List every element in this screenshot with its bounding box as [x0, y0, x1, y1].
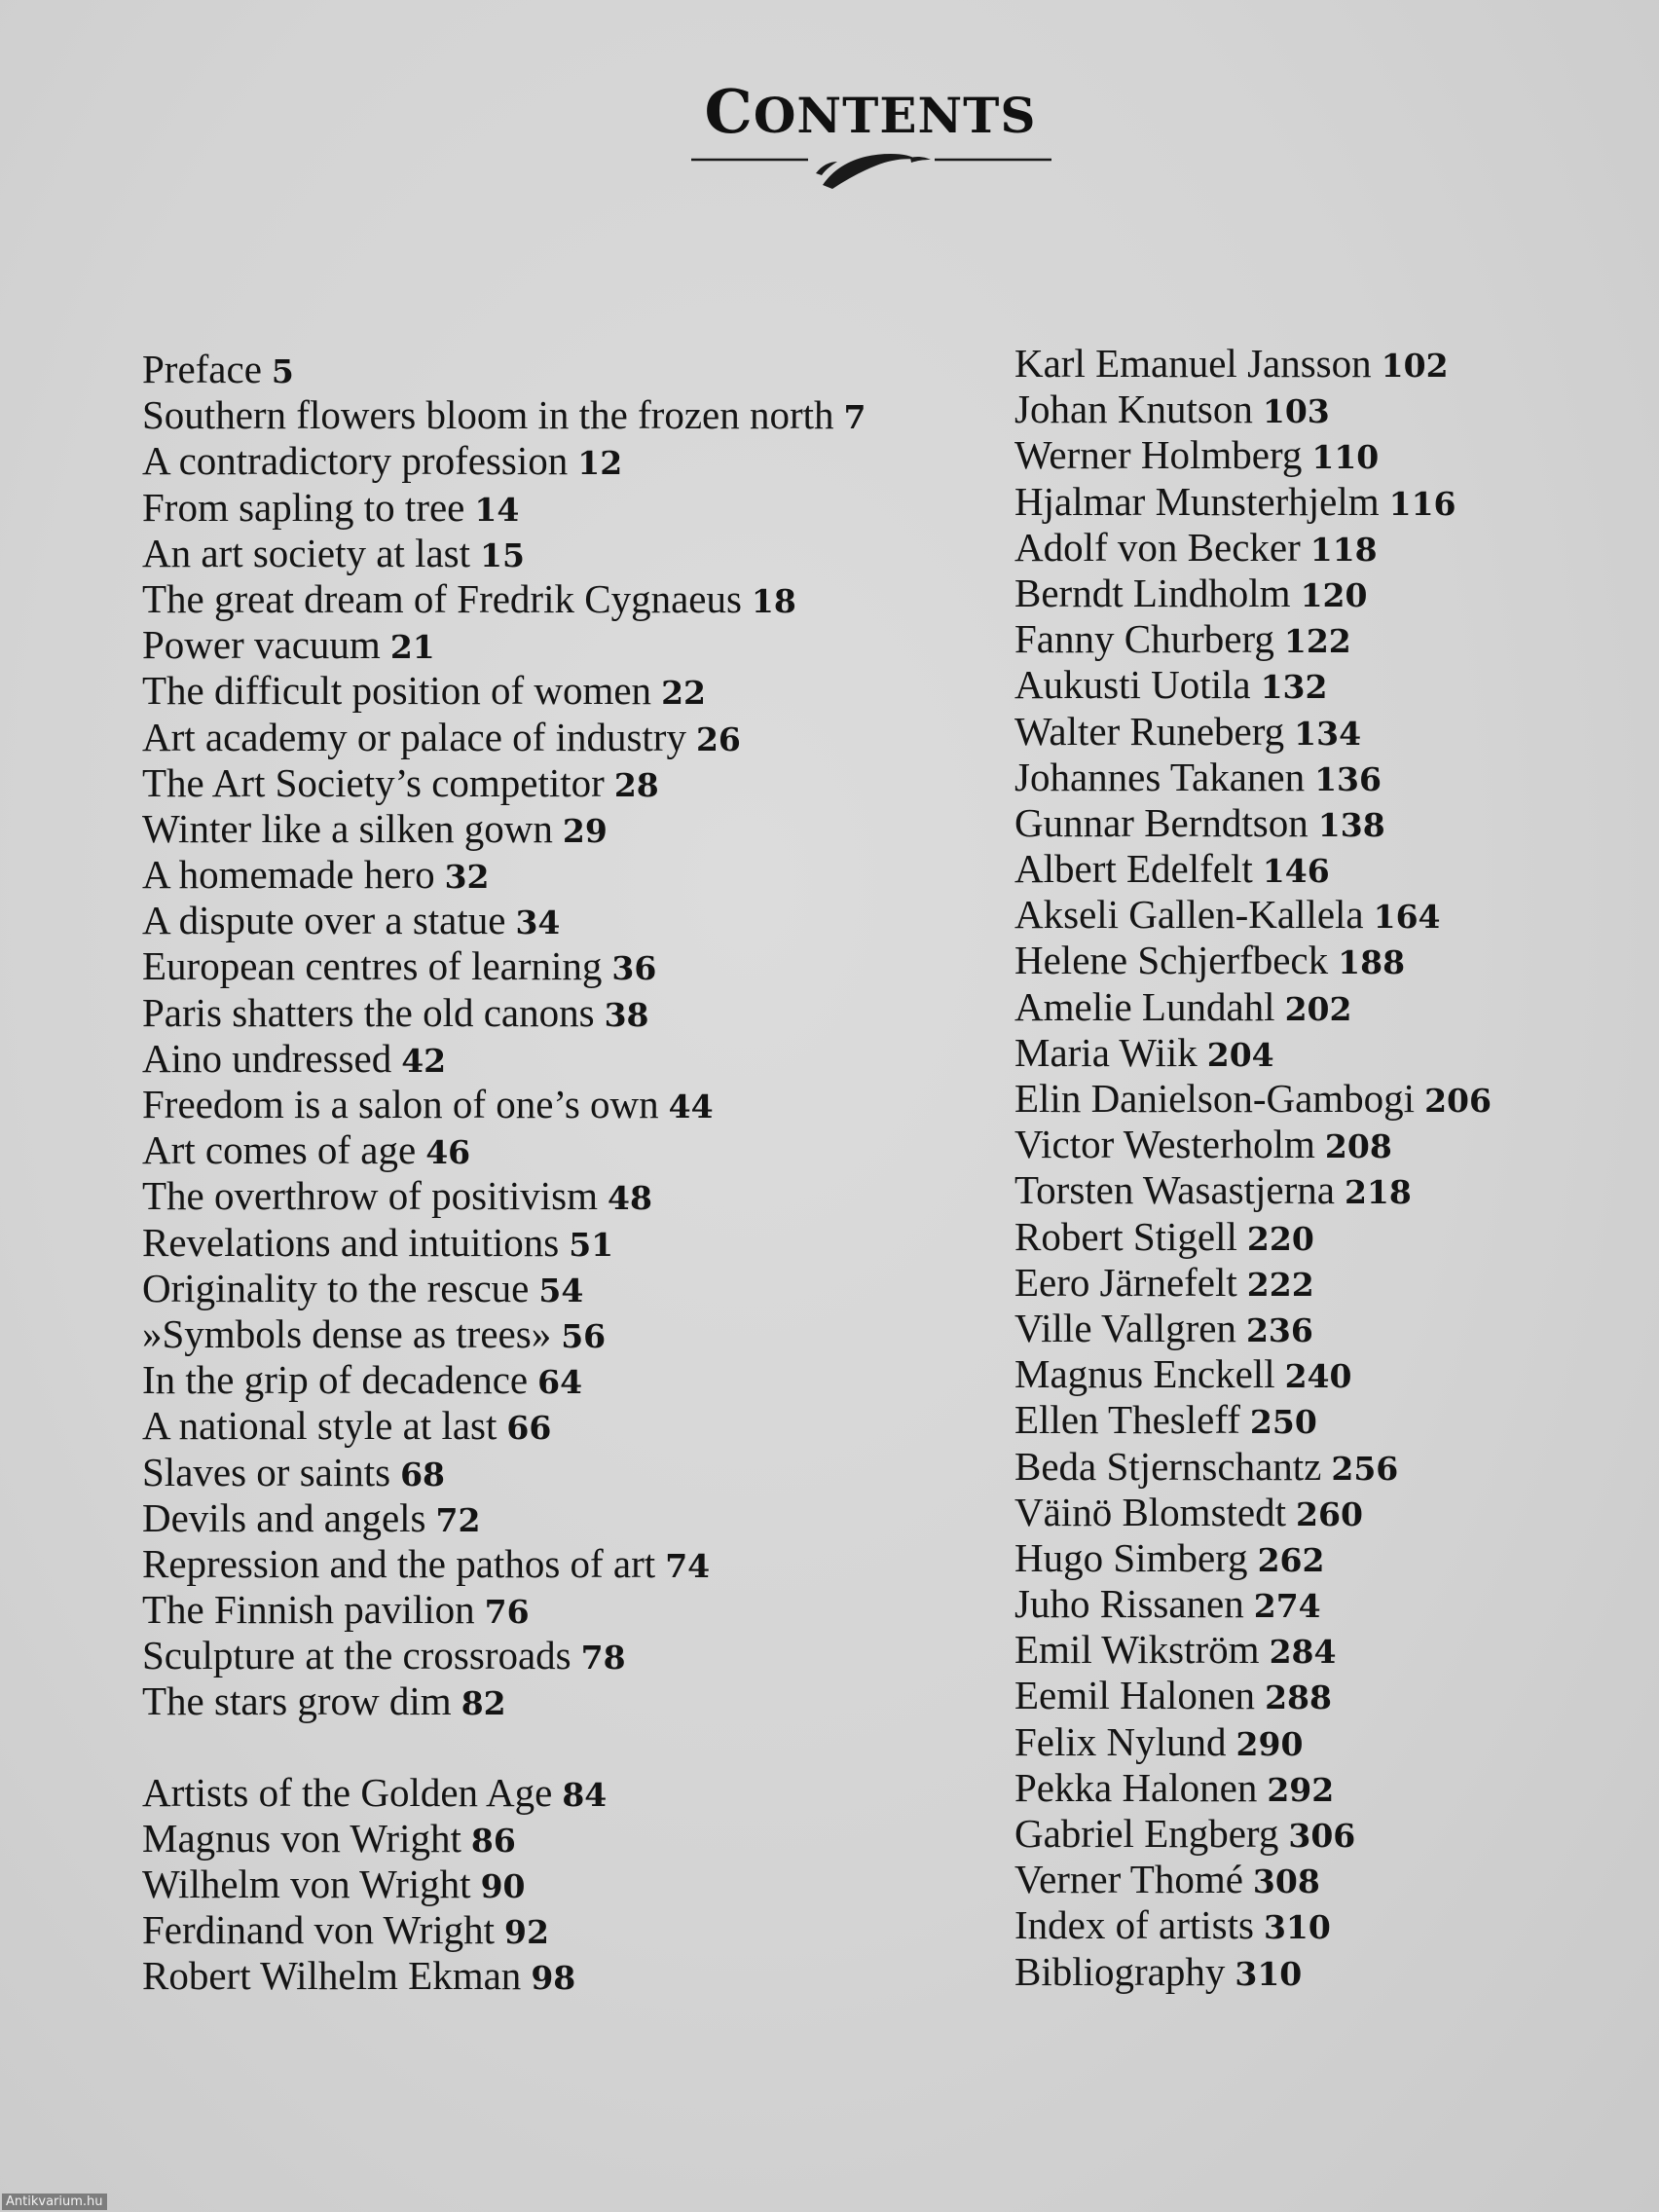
toc-entry-title: Hjalmar Munsterhjelm	[1014, 478, 1380, 524]
toc-entry-page-number: 92	[504, 1913, 549, 1952]
toc-entry-title: Revelations and intuitions	[142, 1219, 560, 1265]
toc-entry-page-number: 68	[400, 1455, 446, 1493]
toc-entry	[1014, 1444, 1638, 1490]
toc-entry	[1014, 662, 1638, 708]
toc-entry-page-number: 66	[506, 1409, 552, 1448]
toc-entry	[142, 392, 979, 438]
toc-entry	[142, 1678, 979, 1724]
toc-entry-title: Väinö Blomstedt	[1014, 1489, 1287, 1534]
toc-entry	[142, 1587, 979, 1633]
toc-entry-page-number: 308	[1252, 1862, 1320, 1901]
toc-entry	[142, 1220, 979, 1266]
toc-entry-title: Torsten Wasastjerna	[1014, 1167, 1335, 1213]
toc-entry-title: Akseli Gallen-Kallela	[1014, 892, 1364, 938]
toc-entry-page-number: 146	[1262, 852, 1330, 891]
toc-entry-title: Werner Holmberg	[1014, 432, 1303, 478]
toc-entry-page-number: 54	[538, 1271, 584, 1309]
toc-entry	[142, 1541, 979, 1587]
toc-entry	[142, 715, 979, 760]
toc-entry-page-number: 306	[1288, 1817, 1356, 1855]
toc-entry-page-number: 26	[695, 719, 741, 758]
toc-entry-page-number: 18	[751, 581, 796, 620]
toc-entry-page-number: 256	[1331, 1449, 1399, 1488]
toc-entry-title: Robert Stigell	[1014, 1213, 1237, 1259]
toc-entry-page-number: 202	[1284, 989, 1352, 1028]
toc-entry-page-number: 56	[561, 1316, 607, 1355]
toc-entry	[1014, 616, 1638, 662]
toc-entry	[142, 1311, 979, 1357]
toc-entry-title: Ville Vallgren	[1014, 1305, 1236, 1350]
toc-entry-page-number: 260	[1296, 1494, 1363, 1533]
toc-entry	[142, 898, 979, 943]
toc-entry-title: The Finnish pavilion	[142, 1587, 475, 1633]
toc-entry	[1014, 1673, 1638, 1718]
toc-entry-title: Preface	[142, 347, 262, 391]
toc-entry-page-number: 12	[577, 444, 623, 483]
toc-entry-page-number: 222	[1246, 1265, 1314, 1304]
toc-entry-title: Pekka Halonen	[1014, 1764, 1258, 1810]
toc-entry	[1014, 1167, 1638, 1213]
toc-entry	[1014, 938, 1638, 983]
toc-entry	[142, 1953, 979, 1999]
toc-entry-page-number: 5	[271, 352, 294, 390]
toc-entry	[142, 760, 979, 806]
toc-entry	[1014, 1306, 1638, 1351]
toc-entry-page-number: 134	[1294, 714, 1362, 753]
toc-entry-title: A contradictory profession	[142, 438, 569, 484]
toc-entry	[1014, 341, 1638, 387]
toc-entry-title: A homemade hero	[142, 852, 435, 898]
toc-entry	[1014, 1397, 1638, 1443]
toc-entry-page-number: 120	[1300, 575, 1368, 614]
toc-entry-page-number: 118	[1309, 530, 1378, 569]
toc-entry-title: Elin Danielson-Gambogi	[1014, 1076, 1416, 1121]
toc-entry-title: Devils and angels	[142, 1494, 426, 1540]
toc-entry-title: Johan Knutson	[1014, 387, 1253, 432]
toc-entry	[1014, 1351, 1638, 1397]
toc-entry-page-number: 310	[1263, 1908, 1331, 1947]
toc-entry	[1014, 1765, 1638, 1811]
toc-entry-title: Eero Järnefelt	[1014, 1259, 1237, 1305]
toc-entry	[142, 531, 979, 576]
toc-entry-page-number: 15	[480, 535, 525, 574]
toc-entry	[142, 1082, 979, 1127]
toc-entry-page-number: 44	[668, 1088, 714, 1125]
toc-entry	[1014, 1811, 1638, 1857]
toc-entry	[142, 576, 979, 622]
toc-entry-title: Index of artists	[1014, 1902, 1254, 1948]
toc-entry-page-number: 288	[1265, 1678, 1332, 1717]
toc-entry	[1014, 1214, 1638, 1260]
toc-entry-title: Adolf von Becker	[1014, 524, 1301, 570]
toc-entry-title: Helene Schjerfbeck	[1014, 938, 1329, 983]
toc-entry-page-number: 36	[611, 949, 657, 988]
toc-entry	[142, 1127, 979, 1173]
toc-entry-page-number: 240	[1284, 1357, 1352, 1396]
toc-entry-page-number: 188	[1338, 943, 1406, 982]
toc-entry-title: From sapling to tree	[142, 484, 465, 530]
toc-entry-title: Wilhelm von Wright	[142, 1862, 471, 1906]
toc-entry-title: A dispute over a statue	[142, 898, 506, 943]
toc-entry-title: Ferdinand von Wright	[142, 1907, 495, 1953]
toc-entry-page-number: 132	[1260, 668, 1328, 707]
toc-entry-page-number: 42	[401, 1041, 447, 1080]
toc-entry-page-number: 208	[1324, 1127, 1392, 1166]
toc-entry-title: Verner Thomé	[1014, 1857, 1243, 1902]
toc-entry-title: Southern flowers bloom in the frozen north	[142, 392, 834, 438]
toc-entry-title: Freedom is a salon of one’s own	[142, 1082, 659, 1126]
toc-entry-page-number: 220	[1246, 1219, 1314, 1258]
toc-entry-title: Walter Runeberg	[1014, 708, 1285, 754]
toc-entry	[1014, 1076, 1638, 1122]
toc-entry-title: Karl Emanuel Jansson	[1014, 341, 1372, 386]
toc-entry-page-number: 98	[531, 1959, 576, 1998]
toc-entry	[1014, 984, 1638, 1030]
toc-entry	[142, 668, 979, 714]
toc-entry	[142, 1862, 979, 1907]
toc-entry-page-number: 206	[1424, 1082, 1492, 1120]
toc-entry-page-number: 290	[1235, 1724, 1304, 1763]
toc-entry	[142, 438, 979, 484]
toc-entry	[1014, 1122, 1638, 1167]
toc-entry	[142, 1266, 979, 1311]
toc-entry-page-number: 48	[608, 1179, 652, 1218]
toc-entry	[1014, 1260, 1638, 1306]
toc-entry-page-number: 110	[1311, 438, 1380, 477]
toc-entry-title: Ellen Thesleff	[1014, 1397, 1240, 1443]
toc-entry	[1014, 1535, 1638, 1581]
toc-entry	[142, 1403, 979, 1449]
toc-entry	[1014, 571, 1638, 616]
toc-entry-page-number: 74	[665, 1546, 711, 1585]
toc-entry-page-number: 116	[1388, 484, 1456, 523]
toc-entry-page-number: 250	[1249, 1403, 1317, 1442]
toc-entry	[1014, 1857, 1638, 1902]
toc-entry-title: Beda Stjernschantz	[1014, 1443, 1322, 1489]
toc-entry-title: Slaves or saints	[142, 1449, 391, 1494]
toc-entry-title: The difficult position of women	[142, 668, 652, 714]
toc-entry-title: Fanny Churberg	[1014, 616, 1274, 662]
toc-entry	[142, 1770, 979, 1816]
toc-entry-title: Juho Rissanen	[1014, 1581, 1244, 1627]
toc-entry-page-number: 78	[580, 1639, 626, 1677]
toc-entry-page-number: 292	[1267, 1770, 1335, 1809]
toc-entry	[142, 806, 979, 852]
toc-entry	[1014, 1030, 1638, 1076]
toc-entry	[1014, 846, 1638, 892]
toc-entry-page-number: 46	[425, 1133, 471, 1172]
toc-entry	[1014, 387, 1638, 432]
toc-entry	[1014, 709, 1638, 755]
toc-entry-title: Hugo Simberg	[1014, 1534, 1248, 1580]
toc-entry-page-number: 51	[569, 1225, 614, 1264]
toc-entry-page-number: 14	[474, 490, 520, 529]
toc-entry-page-number: 21	[389, 628, 435, 667]
toc-entry-title: Originality to the rescue	[142, 1265, 530, 1310]
toc-entry-title: Amelie Lundahl	[1014, 983, 1275, 1029]
toc-entry-page-number: 284	[1269, 1633, 1337, 1672]
toc-entry-page-number: 102	[1381, 347, 1449, 385]
toc-entry	[1014, 479, 1638, 525]
toc-entry-title: Gunnar Berndtson	[1014, 799, 1309, 845]
toc-entry	[142, 347, 979, 392]
toc-entry-title: Magnus Enckell	[1014, 1351, 1275, 1397]
toc-entry-title: Albert Edelfelt	[1014, 846, 1253, 892]
toc-entry	[142, 943, 979, 989]
toc-entry	[142, 990, 979, 1036]
toc-entry	[1014, 755, 1638, 800]
toc-entry-title: »Symbols dense as trees»	[142, 1310, 552, 1356]
toc-entry-page-number: 76	[484, 1593, 530, 1632]
toc-entry	[1014, 1581, 1638, 1627]
toc-entry	[1014, 800, 1638, 846]
toc-entry-title: Victor Westerholm	[1014, 1122, 1315, 1167]
toc-entry-title: Paris shatters the old canons	[142, 989, 595, 1035]
toc-entry-title: The great dream of Fredrik Cygnaeus	[142, 575, 742, 621]
toc-entry-title: Artists of the Golden Age	[142, 1769, 553, 1815]
toc-entry-title: The Art Society’s competitor	[142, 759, 605, 805]
toc-entry-title: Winter like a silken gown	[142, 805, 553, 851]
toc-entry	[1014, 1902, 1638, 1948]
toc-entry-page-number: 29	[562, 811, 608, 850]
toc-entry-title: Art comes of age	[142, 1127, 417, 1173]
toc-entry-title: An art society at last	[142, 530, 471, 575]
toc-entry-page-number: 103	[1262, 392, 1330, 431]
toc-entry-page-number: 136	[1314, 759, 1382, 798]
toc-entry-page-number: 82	[461, 1684, 506, 1723]
toc-entry-page-number: 218	[1344, 1173, 1412, 1212]
toc-entry-page-number: 274	[1253, 1587, 1321, 1626]
page-title: CONTENTS	[704, 76, 1037, 147]
toc-entry-page-number: 84	[562, 1775, 608, 1814]
toc-entry-page-number: 22	[661, 674, 706, 713]
toc-entry	[1014, 525, 1638, 571]
toc-entry-title: A national style at last	[142, 1403, 498, 1449]
toc-entry-title: Maria Wiik	[1014, 1029, 1198, 1075]
toc-entry-page-number: 72	[435, 1500, 481, 1539]
toc-entry	[142, 485, 979, 531]
toc-entry-title: Magnus von Wright	[142, 1815, 461, 1861]
toc-entry	[142, 1173, 979, 1219]
toc-entry-page-number: 32	[444, 858, 490, 897]
toc-entry-page-number: 122	[1283, 622, 1351, 661]
toc-entry	[1014, 1949, 1638, 1995]
toc-entry-page-number: 164	[1373, 898, 1441, 937]
watermark: Antikvarium.hu	[2, 2194, 107, 2210]
toc-entry-page-number: 38	[604, 995, 649, 1034]
toc-entry-page-number: 204	[1206, 1035, 1274, 1074]
contents-left-column	[142, 347, 979, 2000]
section-gap	[142, 1725, 979, 1770]
toc-entry	[142, 852, 979, 898]
toc-entry-title: Emil Wikström	[1014, 1627, 1260, 1673]
toc-entry-title: Aukusti Uotila	[1014, 662, 1251, 708]
toc-entry-page-number: 7	[843, 398, 866, 437]
toc-entry	[1014, 1490, 1638, 1535]
toc-entry	[1014, 892, 1638, 938]
toc-entry-page-number: 34	[515, 903, 561, 942]
toc-entry-title: Aino undressed	[142, 1035, 392, 1081]
toc-entry-title: Art academy or palace of industry	[142, 714, 686, 759]
toc-entry-title: Robert Wilhelm Ekman	[142, 1953, 522, 1999]
toc-entry	[142, 1357, 979, 1403]
toc-entry-title: In the grip of decadence	[142, 1357, 529, 1403]
toc-entry-title: Sculpture at the crossroads	[142, 1633, 571, 1678]
toc-entry-page-number: 236	[1245, 1310, 1313, 1349]
toc-entry-title: Johannes Takanen	[1014, 754, 1306, 799]
toc-entry	[142, 1633, 979, 1678]
toc-entry-page-number: 310	[1235, 1954, 1303, 1993]
toc-entry-title: Power vacuum	[142, 622, 381, 668]
toc-entry-title: The overthrow of positivism	[142, 1173, 599, 1219]
toc-entry-page-number: 138	[1317, 805, 1385, 844]
toc-entry-title: Repression and the pathos of art	[142, 1540, 656, 1586]
toc-entry	[1014, 1719, 1638, 1765]
flourish-ornament-icon	[691, 146, 1051, 195]
toc-entry	[142, 1450, 979, 1495]
toc-entry	[142, 622, 979, 668]
toc-entry-title: Felix Nylund	[1014, 1718, 1227, 1764]
toc-entry	[142, 1816, 979, 1862]
toc-entry-page-number: 262	[1257, 1540, 1325, 1579]
contents-right-column	[1014, 341, 1638, 1995]
toc-entry-title: Eemil Halonen	[1014, 1673, 1256, 1718]
toc-entry	[1014, 1627, 1638, 1673]
toc-entry	[142, 1036, 979, 1082]
toc-entry-page-number: 64	[537, 1363, 583, 1402]
toc-entry	[1014, 432, 1638, 478]
toc-entry-page-number: 90	[480, 1867, 526, 1905]
toc-entry-page-number: 86	[470, 1821, 516, 1860]
toc-entry	[142, 1495, 979, 1541]
toc-entry-title: Gabriel Engberg	[1014, 1811, 1279, 1856]
toc-entry	[142, 1907, 979, 1953]
toc-entry-title: Bibliography	[1014, 1948, 1226, 1994]
toc-entry-title: European centres of learning	[142, 943, 603, 989]
toc-entry-title: The stars grow dim	[142, 1678, 452, 1724]
toc-entry-page-number: 28	[613, 765, 659, 804]
toc-entry-title: Berndt Lindholm	[1014, 570, 1291, 615]
